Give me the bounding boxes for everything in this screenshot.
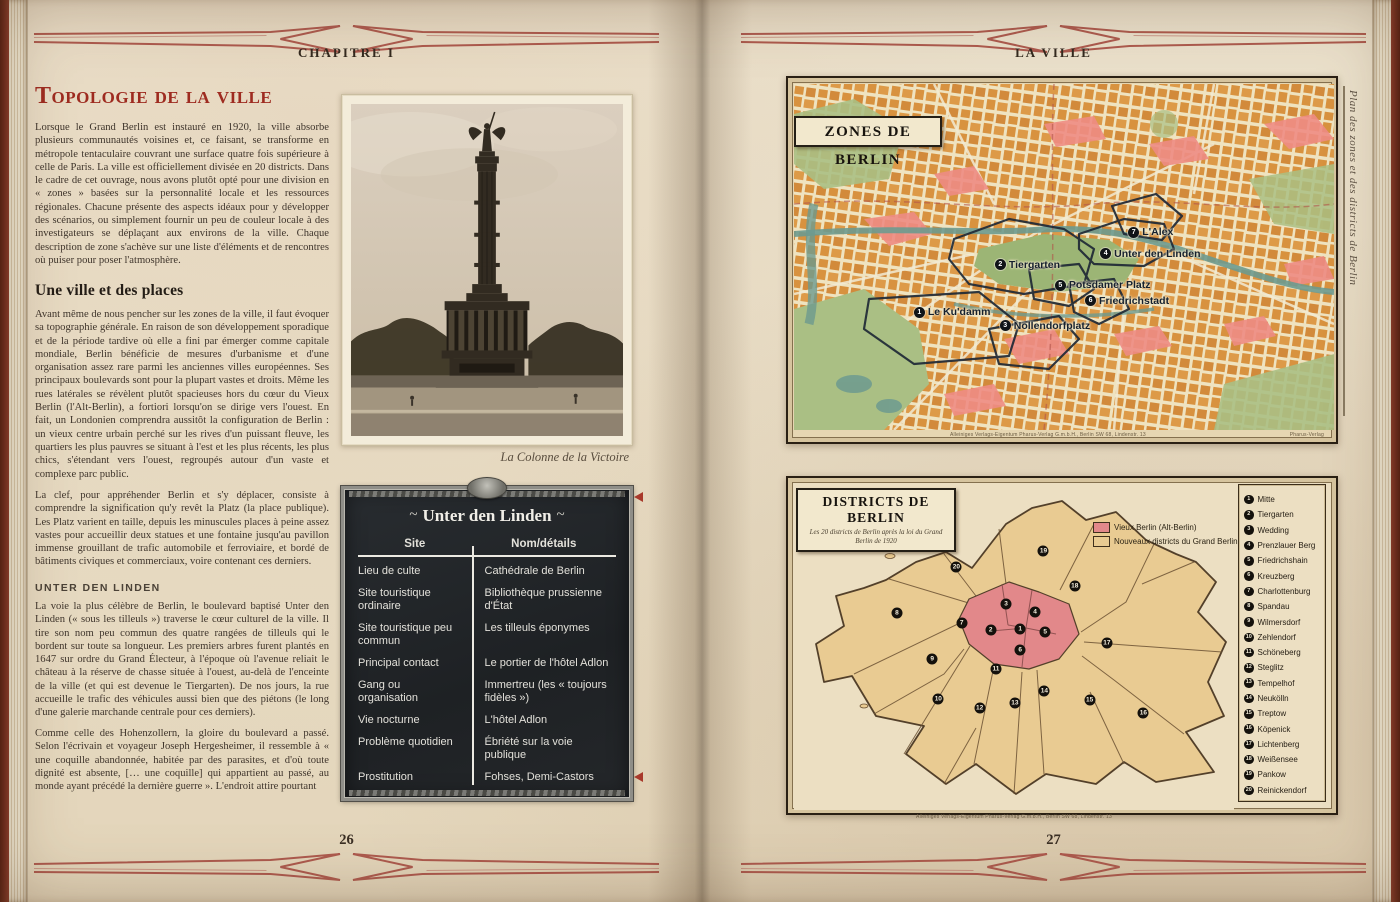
district-list-number: 11 bbox=[1244, 648, 1254, 658]
zone-label bbox=[1000, 320, 1090, 332]
table-cell-details: Bibliothèque prussienne d'État bbox=[484, 586, 602, 612]
table-column-divider bbox=[472, 546, 474, 785]
paragraph-intro: Lorsque le Grand Berlin est instauré en 1920, la ville absorbe plusieurs communautés voisines et, ce faisant, se transforme en métropole tentaculaire couvrant une surface quatre fois supérieure à celle de Paris. La ville est officiellement divisée en 20 districts. Dans le cadre de cet ouvrage, nous avons plutôt opté pour une division en « zones » basées sur la personnalité locale et les ressources régionales. Chacune présente des aspects idéaux pour y développer des scénarios, ou simplement fournir un peu de couleur locale à des investigateurs se déplaçant aux environs de la ville. Chaque description de zone s'achève sur une liste d'éléments et de rencontres où puiser pour poser l'atmosphère. bbox=[35, 122, 329, 266]
table-row bbox=[358, 709, 616, 731]
legend-label: Nouveaux districts du Grand Berlin bbox=[1114, 537, 1238, 546]
paragraph-linden-2: Comme celle des Hohenzollern, la gloire du boulevard a passé. Selon l'écrivain et voyageur Joseph Hergesheimer, il ressemble à « une coquille abandonnée, habitée par des parasites, et d'où toute dignité est absente, [… une coquille] qui appartient au passé, au monde ayant précédé la dernière guerre ». L'endroit attire pourtant bbox=[35, 728, 329, 793]
district-list-item bbox=[1244, 553, 1325, 568]
district-list-number: 4 bbox=[1244, 541, 1254, 551]
table-header-row bbox=[358, 538, 616, 557]
zone-name: Unter den Linden bbox=[1114, 247, 1201, 260]
table-cell-details: Le portier de l'hôtel Adlon bbox=[484, 656, 609, 669]
map-attribution-publisher: Pharus-Verlag bbox=[1289, 432, 1324, 438]
table-cell-site: Vie nocturne bbox=[358, 713, 420, 726]
district-number-badge: 11 bbox=[990, 663, 1001, 674]
district-list-item bbox=[1244, 507, 1325, 522]
zone-label bbox=[1128, 226, 1173, 238]
table-row bbox=[358, 731, 616, 766]
district-number-badge: 4 bbox=[1030, 607, 1041, 618]
district-list-number: 6 bbox=[1244, 571, 1254, 581]
table-braid-ornament bbox=[349, 790, 625, 796]
district-number-badge: 3 bbox=[1001, 598, 1012, 609]
district-number-badge: 13 bbox=[1011, 699, 1019, 707]
zone-name: Nollendorfplatz bbox=[1013, 319, 1091, 332]
district-list-item bbox=[1244, 737, 1325, 752]
district-list-name: Treptow bbox=[1257, 709, 1287, 719]
table-col-details: Nom/détails bbox=[511, 538, 577, 550]
zone-number-badge: 4 bbox=[1100, 248, 1111, 259]
district-number-badge: 15 bbox=[1086, 696, 1094, 704]
district-number-badge: 12 bbox=[976, 704, 984, 712]
zone-name: Friedrichstadt bbox=[1099, 294, 1170, 307]
zone-number-badge: 1 bbox=[914, 307, 925, 318]
district-list bbox=[1238, 484, 1326, 802]
table-cell-details: Fohses, Demi-Castors bbox=[484, 770, 594, 783]
table-row bbox=[358, 652, 616, 674]
zone-number-badge: 3 bbox=[1000, 320, 1011, 331]
page-number-left: 26 bbox=[339, 832, 354, 848]
district-list-number: 12 bbox=[1244, 663, 1254, 673]
victory-column-illustration bbox=[351, 104, 623, 436]
district-list-number: 14 bbox=[1244, 694, 1254, 704]
district-number-badge: 20 bbox=[952, 563, 960, 571]
district-list-item bbox=[1244, 767, 1325, 782]
district-list-item bbox=[1244, 752, 1325, 767]
districts-map-title: DISTRICTS DE BERLIN bbox=[822, 494, 930, 525]
district-list-number: 3 bbox=[1244, 525, 1254, 535]
district-list-number: 20 bbox=[1244, 786, 1254, 796]
table-cell-site: Principal contact bbox=[358, 656, 439, 669]
district-list-item bbox=[1244, 676, 1325, 691]
table-cell-details: Immertreu (les « toujours fidèles ») bbox=[484, 678, 607, 704]
zone-name: L'Alex bbox=[1142, 226, 1174, 239]
table-title bbox=[344, 506, 630, 526]
district-list-name: Tiergarten bbox=[1257, 510, 1294, 520]
district-list-item bbox=[1244, 706, 1325, 721]
book-edge-left bbox=[0, 0, 9, 902]
district-list-item bbox=[1244, 568, 1325, 583]
book-edge-right bbox=[1391, 0, 1400, 902]
zone-label bbox=[1085, 295, 1169, 307]
district-number-badge: 8 bbox=[891, 608, 902, 619]
district-list-name: Prenzlauer Berg bbox=[1257, 541, 1316, 551]
district-list-name: Lichtenberg bbox=[1257, 739, 1300, 749]
zone-number-badge: 2 bbox=[995, 259, 1006, 270]
paragraph-topography: Avant même de nous pencher sur les zones de la ville, il faut évoquer sa topographie générale. En raison de son développement sporadique et de la période tardive où elle a fini par émerger comme capitale mondiale, Berlin bénéficie de mesures d'urbanisme et d'une organisation assez rare parmi les anciennes villes européennes. Ses principaux boulevards sont pour la plupart vastes et droits. Même les rues latérales se révèlent plutôt spacieuses hors du cœur du Vieux Berlin (l'Alt-Berlin), a fortiori lorsqu'on se dirige vers l'ouest. En fait, un Londonien comprendra aussitôt la configuration de Berlin : un vieux centre urbain perché sur les rives d'un puissant fleuve, les quartiers les plus pauvres se situant à l'est et les plus récents, les plus chics, s'étendant vers l'ouest, regroupés autour d'un vaste et complexe parc public. bbox=[35, 309, 329, 480]
district-number-badge: 19 bbox=[1039, 547, 1048, 555]
district-number-badge: 1 bbox=[1015, 624, 1026, 635]
district-list-item bbox=[1244, 523, 1325, 538]
legend-label: Vieux Berlin (Alt-Berlin) bbox=[1114, 523, 1197, 532]
district-list-name: Wilmersdorf bbox=[1257, 617, 1301, 627]
table-cell-site: Problème quotidien bbox=[358, 735, 453, 748]
running-head-left: CHAPITRE I bbox=[298, 45, 395, 60]
zone-name: Le Ku'damm bbox=[927, 306, 991, 318]
map-attribution-text: Alleiniges Verlags-Eigentum Pharus-Verlag G.m.b.H., Berlin SW 68, Lindenstr. 13 bbox=[950, 432, 1146, 438]
zone-number-badge: 7 bbox=[1128, 227, 1139, 238]
zone-label bbox=[1055, 279, 1151, 291]
table-cell-site: Site touristique peu commun bbox=[358, 621, 453, 647]
district-list-name: Kreuzberg bbox=[1257, 571, 1295, 581]
districts-map-subtitle: Les 20 districts de Berlin après la loi du Grand Berlin de 1920 bbox=[809, 528, 943, 545]
district-list-name: Zehlendorf bbox=[1257, 632, 1296, 642]
red-arrow-ornament bbox=[634, 492, 643, 502]
district-list-item bbox=[1244, 691, 1325, 706]
district-list-number: 2 bbox=[1244, 510, 1254, 520]
zones-map-plate bbox=[786, 76, 1338, 444]
zone-label bbox=[995, 259, 1060, 271]
district-number-badge: 18 bbox=[1071, 582, 1079, 590]
zones-map-title: ZONES DE BERLIN bbox=[824, 124, 912, 168]
district-list-number: 18 bbox=[1244, 755, 1254, 765]
district-list-name: Neukölln bbox=[1257, 694, 1289, 703]
district-list-name: Spandau bbox=[1257, 602, 1290, 612]
victory-column-photo bbox=[341, 94, 633, 446]
linden-table-body bbox=[358, 557, 616, 788]
district-list-number: 5 bbox=[1244, 556, 1254, 566]
district-number-badge: 14 bbox=[1040, 687, 1048, 695]
district-list-item bbox=[1244, 584, 1325, 599]
district-list-name: Mitte bbox=[1257, 495, 1275, 505]
paragraph-platz: La clef, pour appréhender Berlin et s'y déplacer, consiste à comprendre la signification qu'y revêt la Platz (la place publique). Les Platz varient en taille, depuis les minuscules places à peine assez vastes pour accueillir deux statues et une fontaine jusqu'au pavillon immense grouillant de trafic automobile et ferroviaire, et bordé de bâtiments civiques et commerciaux, voire contenant ces derniers. bbox=[35, 490, 329, 568]
district-list-name: Weißensee bbox=[1257, 755, 1298, 765]
table-row bbox=[358, 674, 616, 709]
district-list-number: 8 bbox=[1244, 602, 1254, 612]
district-list-number: 16 bbox=[1244, 724, 1254, 734]
districts-map-attribution bbox=[794, 805, 1234, 823]
zones-map-attribution bbox=[800, 432, 1324, 438]
ribbon-ornament-bottom-right bbox=[739, 851, 1368, 881]
table-col-site: Site bbox=[404, 538, 426, 550]
page-title: Topologie de la ville bbox=[35, 83, 273, 109]
section-heading: Une ville et des places bbox=[35, 282, 184, 299]
district-number-badge: 2 bbox=[985, 625, 996, 636]
table-title-swash: ~ bbox=[409, 507, 418, 523]
district-list-item bbox=[1244, 614, 1325, 629]
table-row bbox=[358, 617, 616, 652]
photo-caption: La Colonne de la Victoire bbox=[500, 450, 629, 464]
table-cell-site: Prostitution bbox=[358, 770, 414, 783]
district-list-item bbox=[1244, 630, 1325, 645]
zone-label bbox=[914, 306, 991, 318]
district-number-badge: 17 bbox=[1103, 639, 1111, 647]
table-title-swash: ~ bbox=[556, 507, 565, 523]
red-arrow-ornament bbox=[634, 772, 643, 782]
page-left bbox=[28, 0, 665, 902]
district-list-item bbox=[1244, 721, 1325, 736]
district-number-badge: 10 bbox=[934, 695, 942, 703]
district-list-item bbox=[1244, 599, 1325, 614]
district-markers-layer bbox=[794, 484, 1234, 810]
district-list-body bbox=[1239, 485, 1325, 798]
table-cell-site: Site touristique ordinaire bbox=[358, 586, 431, 612]
district-list-name: Pankow bbox=[1257, 770, 1286, 780]
district-list-number: 9 bbox=[1244, 617, 1254, 627]
district-list-number: 19 bbox=[1244, 770, 1254, 780]
district-list-number: 1 bbox=[1244, 495, 1254, 505]
district-list-item bbox=[1244, 492, 1325, 507]
district-list-name: Reinickendorf bbox=[1257, 785, 1307, 795]
table-title-text: Unter den Linden bbox=[422, 506, 552, 525]
district-number-badge: 9 bbox=[927, 654, 938, 665]
margin-caption: Plan des zones et des districts de Berlin bbox=[1347, 90, 1359, 286]
zone-number-badge: 6 bbox=[1085, 295, 1096, 306]
page-number-right: 27 bbox=[1046, 832, 1061, 848]
districts-map-plate bbox=[786, 476, 1338, 820]
margin-rule bbox=[1343, 86, 1345, 416]
district-list-name: Tempelhof bbox=[1257, 678, 1295, 688]
district-list-number: 13 bbox=[1244, 678, 1254, 688]
district-list-name: Steglitz bbox=[1257, 663, 1284, 673]
table-cell-details: Les tilleuls éponymes bbox=[484, 621, 590, 634]
page-stack-right bbox=[1372, 0, 1391, 902]
table-cell-site: Lieu de culte bbox=[358, 564, 421, 577]
district-list-number: 10 bbox=[1244, 633, 1254, 643]
district-list-name: Schöneberg bbox=[1257, 648, 1301, 658]
paragraph-linden-1: La voie la plus célèbre de Berlin, le boulevard baptisé Unter den Linden (« sous les tilleuls ») traverse le cœur culturel de la ville. Il tire son nom peu commun des quatre rangées de tilleuls qui le bordent sur toute sa longueur. Les premiers arbres furent plantés en 1647 sur ordre du Grand Électeur, à l'époque où l'avenue reliait le château à la réserve de chasse située à l'ouest, au-delà de l'enceinte de la ville (et qui est devenue le Tiergarten). De nos jours, la rue accueille le trafic des véhicules aussi bien que des piétons (le long d'une galerie marchande centrale pour ces derniers). bbox=[35, 601, 329, 719]
page-stack-left bbox=[9, 0, 28, 902]
district-number-badge: 5 bbox=[1040, 627, 1051, 638]
district-list-item bbox=[1244, 660, 1325, 675]
district-list-name: Köpenick bbox=[1257, 724, 1291, 734]
district-list-item bbox=[1244, 538, 1325, 553]
page-right bbox=[735, 0, 1372, 902]
zone-number-badge: 5 bbox=[1055, 280, 1066, 291]
subsection-heading: UNTER DEN LINDEN bbox=[35, 582, 161, 594]
district-number-badge: 7 bbox=[956, 617, 967, 628]
zone-labels-layer bbox=[794, 84, 1334, 430]
table-cell-details: L'hôtel Adlon bbox=[484, 713, 548, 726]
table-medallion-ornament bbox=[467, 477, 507, 499]
table-cell-details: Cathédrale de Berlin bbox=[484, 564, 585, 577]
zone-name: Tiergarten bbox=[1008, 258, 1061, 271]
ribbon-ornament-bottom-left bbox=[32, 851, 661, 881]
table-row bbox=[358, 560, 616, 582]
district-list-number: 7 bbox=[1244, 587, 1254, 597]
district-list-item bbox=[1244, 783, 1325, 798]
table-row bbox=[358, 582, 616, 617]
running-head-right: LA VILLE bbox=[1015, 45, 1092, 60]
district-list-name: Charlottenburg bbox=[1257, 586, 1311, 596]
district-list-item bbox=[1244, 645, 1325, 660]
table-cell-site: Gang ou organisation bbox=[358, 678, 418, 704]
district-list-number: 15 bbox=[1244, 709, 1254, 719]
table-cell-details: Ébriété sur la voie publique bbox=[484, 735, 573, 761]
zone-name: Potsdamer Platz bbox=[1068, 279, 1151, 292]
district-list-number: 17 bbox=[1244, 740, 1254, 750]
district-list-name: Friedrichshain bbox=[1257, 556, 1308, 566]
district-list-name: Wedding bbox=[1257, 525, 1289, 535]
map-attribution-text: Alleiniges Verlags-Eigentum Pharus-Verlag G.m.b.H., Berlin SW 68, Lindenstr. 13 bbox=[916, 814, 1112, 820]
linden-table bbox=[341, 486, 633, 801]
district-number-badge: 16 bbox=[1139, 709, 1147, 717]
district-number-badge: 6 bbox=[1015, 644, 1026, 655]
table-row bbox=[358, 766, 616, 788]
zone-label bbox=[1100, 248, 1200, 260]
